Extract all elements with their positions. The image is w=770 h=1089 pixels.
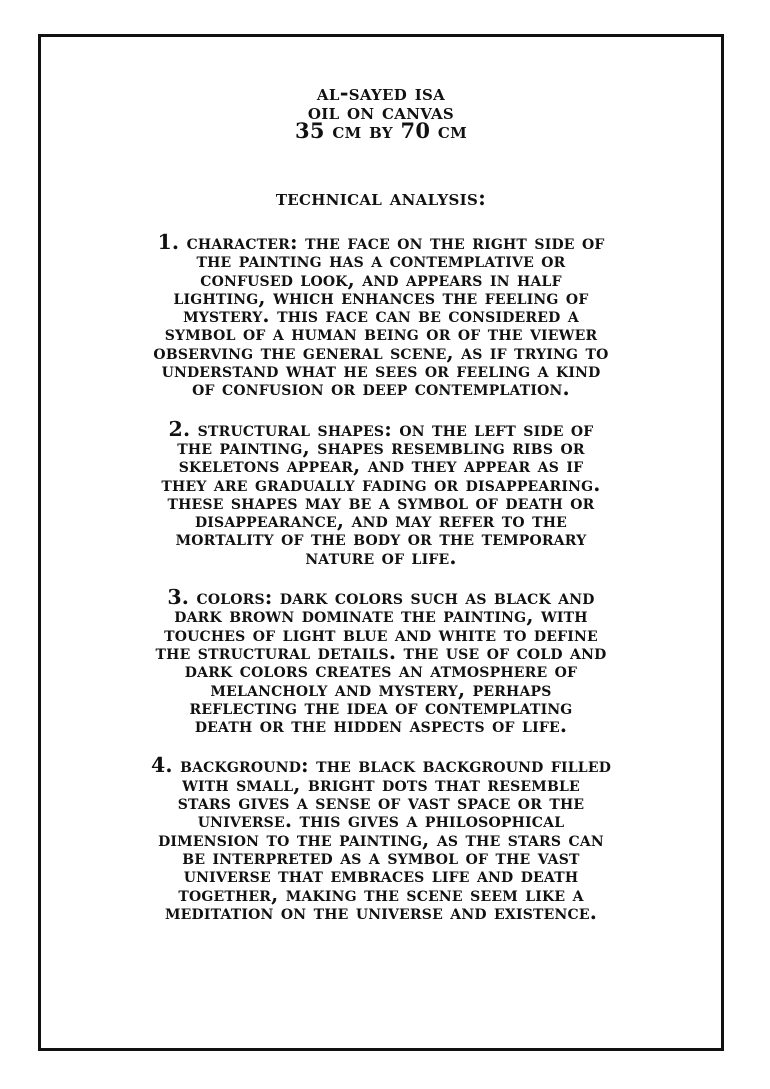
section-colors — [41, 585, 721, 738]
text-line: universe that embraces life and death — [183, 863, 579, 888]
text-line: 4. background: the black background filled — [150, 753, 612, 778]
text-line: these shapes may be a symbol of death or — [167, 489, 595, 514]
text-line: the structural details. the use of cold and — [155, 639, 607, 664]
document-border — [38, 34, 724, 1051]
artwork-medium: oil on canvas — [307, 99, 455, 124]
text-line: together, making the scene seem like a — [178, 881, 584, 906]
text-line: touches of light blue and white to define — [164, 621, 598, 646]
text-line: nature of life. — [305, 544, 457, 569]
text-line: confused look, and appears in half — [200, 266, 562, 291]
text-line: stars gives a sense of vast space or the — [177, 790, 585, 815]
text-line: mortality of the body or the temporary — [175, 526, 587, 551]
analysis-heading: technical analysis: — [275, 185, 487, 210]
text-line: melancholy and mystery, perhaps — [210, 676, 552, 701]
text-line: mystery. this face can be considered a — [183, 303, 579, 328]
text-line: dark brown dominate the painting, with — [174, 603, 588, 628]
text-line: meditation on the universe and existence. — [164, 899, 598, 924]
text-line: dimension to the painting, as the stars can — [158, 826, 604, 851]
text-line: disappearance, and may refer to the — [194, 508, 568, 533]
text-line: death or the hidden aspects of life. — [194, 713, 568, 738]
artwork-dimensions: 35 cm by 70 cm — [294, 118, 468, 143]
text-line: be interpreted as a symbol of the vast — [182, 844, 580, 869]
text-line: of confusion or deep contemplation. — [192, 376, 570, 401]
text-line: universe. this gives a philosophical — [197, 808, 565, 833]
text-line: 2. structural shapes: on the left side of — [168, 416, 594, 441]
section-background — [41, 753, 721, 924]
text-line: skeletons appear, and they appear as if — [178, 453, 584, 478]
text-line: the painting has a contemplative or — [196, 248, 566, 273]
text-line: reflecting the idea of contemplating — [189, 694, 573, 719]
section-character — [41, 230, 721, 401]
text-line: understand what he sees or feeling a kind — [161, 358, 601, 383]
text-line: the painting, shapes resembling ribs or — [177, 434, 585, 459]
document-content — [41, 80, 721, 924]
text-line: 1. character: the face on the right side of — [157, 230, 605, 254]
section-structural-shapes — [41, 416, 721, 569]
text-line: 3. colors: dark colors such as black and — [167, 585, 595, 610]
text-line: they are gradually fading or disappearing. — [161, 471, 601, 496]
text-line: observing the general scene, as if trying to — [153, 339, 609, 364]
text-line: dark colors creates an atmosphere of — [184, 658, 578, 683]
artist-name: al-sayed isa — [316, 80, 446, 105]
text-line: symbol of a human being or of the viewer — [164, 321, 598, 346]
text-line: lighting, which enhances the feeling of — [173, 284, 589, 309]
text-line: with small, bright dots that resemble — [182, 771, 580, 796]
